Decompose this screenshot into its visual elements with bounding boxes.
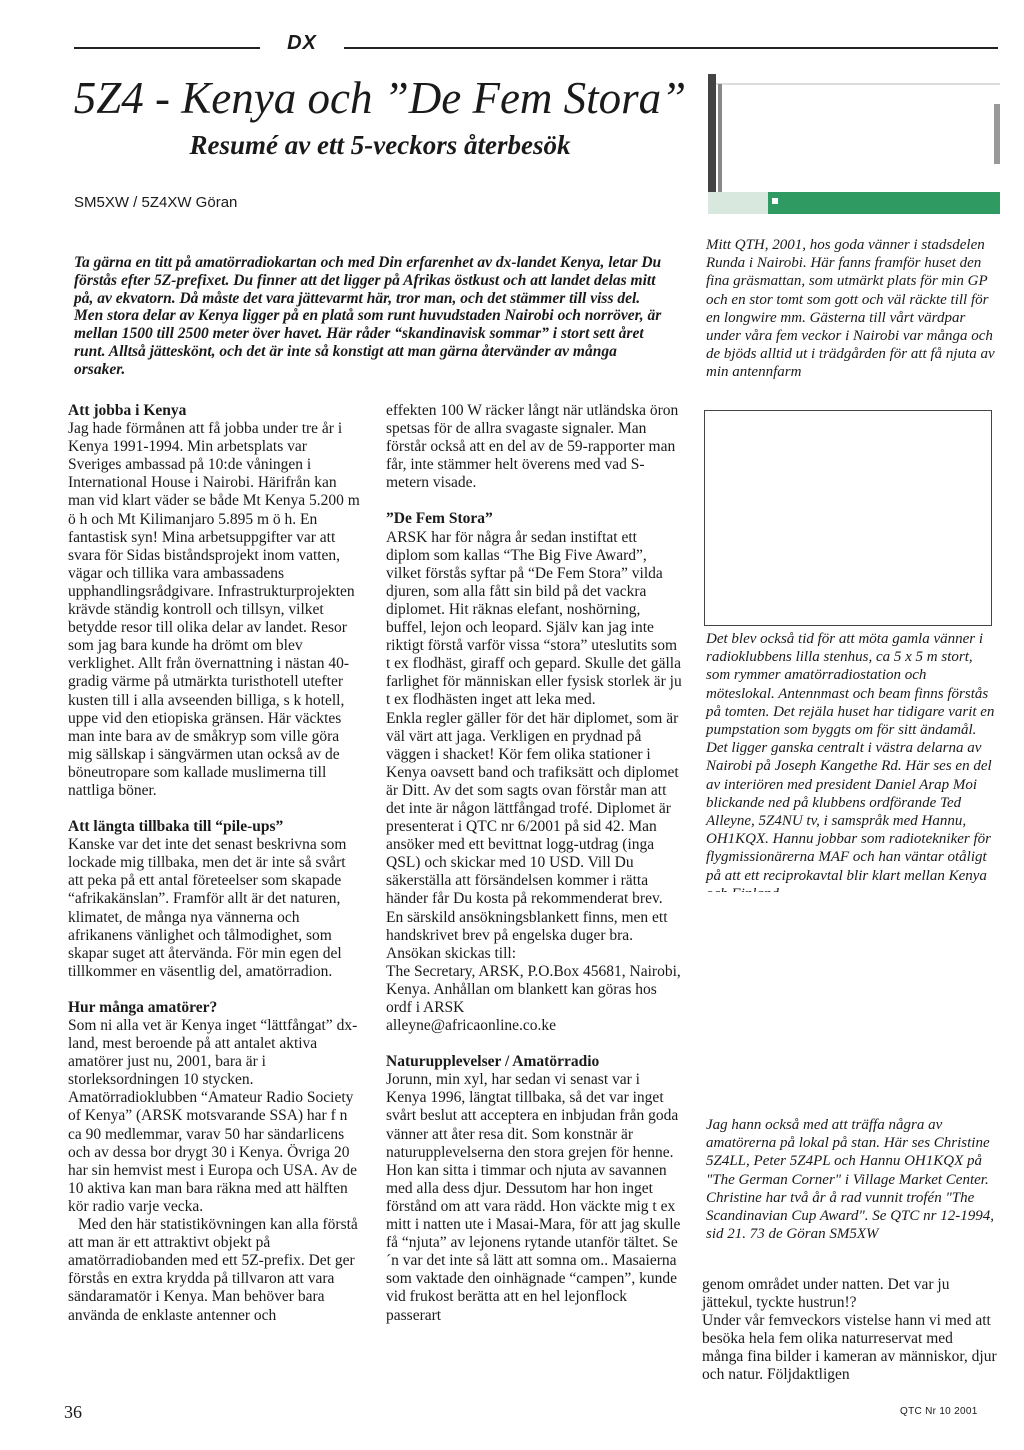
article-title: 5Z4 - Kenya och ”De Fem Stora” — [73, 73, 687, 123]
paragraph: Jorunn, min xyl, har sedan vi senast var i Kenya 1996, längtat tillbaka, så det var inget svårt beslut att acceptera en inbjudan från goda vänner att åter resa dit. Som konstnär är naturupplevelserna den stora grejen för henne. Hon kan sitta i timmar och njuta av savannen med alla dess djur. Dessutom har hon inget förstånd om att vara rädd. Hon väckte mig t ex mitt i natten ute i Masai-Mara, för att jag skulle få “njuta” av lejonens rytande utanför tältet. Se´n var det inte så lätt att somna om.. Masaierna som vaktade den oinhägnade “campen”, kunde vid frukost berätta att en hel lejonflock passerart — [386, 1071, 681, 1324]
caption-qth: Mitt QTH, 2001, hos goda vänner i stadsdelen Runda i Nairobi. Här fanns framför huset den fina gräsmattan, som utmärkt plats för min GP och en stor tomt som gott och väl räckte till för en longwire mm. Gästerna till vårt värdpar under våra fem veckor i Nairobi var många och de bjöds alltid ut i trädgården för att få njuta av min antennfarm — [706, 237, 995, 381]
article-subtitle: Resumé av ett 5-veckors återbesök — [189, 130, 571, 160]
column-1 — [68, 402, 360, 1325]
heading-how-many-amateurs: Hur många amatörer? — [68, 998, 218, 1016]
column-3-continuation — [702, 1276, 998, 1385]
page-number: 36 — [64, 1402, 82, 1422]
byline: SM5XW / 5Z4XW Göran — [74, 194, 238, 211]
header-rule-left — [74, 47, 260, 49]
paragraph: Med den här statistikövningen kan alla förstå att man är ett attraktivt objekt på amatörradiobanden med ett 5Z-prefix. Det ger förstås en extra krydda på tillvaron att vara sändaramatör i Kenya. Man behöver bara använda de enklaste antenner och — [68, 1216, 358, 1324]
paragraph: effekten 100 W räcker långt när utländska öron spetsas för de allra svagaste signaler. Man förstår också att en del av de 59-rapporter man får, inte stämmer helt överens med vad S-metern visade. — [386, 402, 679, 492]
photo-radio-club — [704, 410, 992, 626]
header-rule-right — [344, 47, 998, 49]
heading-work-in-kenya: Att jobba i Kenya — [68, 402, 187, 419]
paragraph: Kanske var det inte det senast beskrivna som lockade mig tillbaka, men det är inte så svårt att peka på ett antal företeelser som skapade “afrikakänslan”. Framför allt är det naturen, klimatet, de många nya vännerna och afrikanens vänlighet och tålmodighet, som skapar suget att återvända. För min egen del tillkommer en väsentlig del, amatörradion. — [68, 836, 347, 980]
photo-german-corner — [704, 892, 990, 1102]
issue-reference: QTC Nr 10 2001 — [900, 1406, 978, 1417]
heading-big-five: ”De Fem Stora” — [386, 510, 493, 528]
paragraph: Som ni alla vet är Kenya inget “lättfångat” dx-land, mest beroende på att antalet aktiva amatörer just nu, 2001, bara är i storleksordningen 10 stycken. Amatörradioklubben “Amateur Radio Society of Kenya” (ARSK motsvarande SSA) har f n ca 90 medlemmar, varav 50 har sändarlicens och av dessa bor drygt 30 i Kenya. Övriga 20 har sin hemvist mest i Europa och USA. Av de 10 aktiva kan man bara räkna med att hälften kör radio varje vecka. — [68, 1017, 358, 1215]
column-2 — [386, 402, 682, 1325]
paragraph: Jag hade förmånen att få jobba under tre år i Kenya 1991-1994. Min arbetsplats var Sveriges ambassad på 10:de våningen i International House i Nairobi. Härifrån kan man vid klart väder se både Mt Kenya 5.200 m ö h och Mt Kilimanjaro 5.895 m ö h. En fantastisk syn! Mina arbetsuppgifter var att svara för Sidas biståndsprojekt inom vatten, vägar och tillika vara ambassadens upphandlingsrådgivare. Infrastrukturprojekten krävde ständig kontroll och tillsyn, vilket betydde resor till olika delar av landet. Resor som jag bara kunde ha drömt om blev verklighet. Allt från övernattning i nästan 40-gradig värme på utmärkta turisthotell utefter kusten till i alla avseenden billiga, s k hotell, uppe vid den etiopiska gränsen. Här väcktes man inte bara av de småkryp som ville göra mig sällskap i sängvärmen utan också av de böneutropare som kallade muslimerna till nattliga böner. — [68, 420, 360, 799]
heading-nature-experiences: Naturupplevelser / Amatörradio — [386, 1053, 600, 1071]
caption-radio-club: Det blev också tid för att möta gamla vänner i radioklubbens lilla stenhus, ca 5 x 5 m stort, som rymmer amatörradiostation och möteslokal. Antennmast och beam finns förstås på tomten. Det rejäla huset har tidigare varit en pumpstation som byggts om för sitt ändamål. Det ligger ganska centralt i västra delarna av Nairobi på Joseph Kangethe Rd. Här ses en del av interiören med president Daniel Arap Moi blickande ned på klubbens ordförande Ted Alleyne, 5Z4NU tv, i samspråk med Hannu, OH1KQX. Hannu jobbar som radiotekniker för flygmissionärerna MAF och han väntar otåligt på att ett reciprokavtal blir klart mellan Kenya — [706, 631, 995, 884]
section-tag: DX — [287, 32, 317, 54]
paragraph: Enkla regler gäller för det här diplomet, som är väl värt att jaga. Verkligen en prydnad på väggen i shacket! Kör fem olika stationer i Kenya oavsett band och trafiksätt och diplomet är Ditt. Av det som sagts ovan förstår man att det inte är någon lättfångad trofé. Diplomet är presenterat i QTC nr 6/2001 på sid 42. Man ansöker med ett bevittnat logg-utdrag (inga QSL) och skickar med 10 USD. Vill Du säkerställa att försändelsen kommer i rätta händer får Du kosta på rekommenderat brev. En särskild ansökningsblankett finns, men ett handskrivet brev på engelska duger bra. Ansökan skickas till: — [386, 709, 679, 962]
photo-qth-garden — [708, 74, 1000, 214]
caption-german-corner: Jag hann också med att träffa några av amatörerna på lokal på stan. Här ses Christine 5Z4LL, Peter 5Z4PL och Hannu OH1KQX på "The German Corner" i Village Market Center. Christine har två år å rad vunnit trofén "The Scandinavian Cup Award". Se QTC nr 12-1994, sid 21. 73 de Göran SM5XW — [706, 1117, 994, 1243]
email-link[interactable]: alleyne@africaonline.co.ke — [386, 1017, 557, 1035]
paragraph: genom området under natten. Det var ju jättekul, tyckte hustrun!? — [702, 1276, 950, 1312]
address: The Secretary, ARSK, P.O.Box 45681, Nairobi, Kenya. Anhållan om blankett kan göras hos ordf i ARSK — [386, 962, 681, 1016]
heading-pile-ups: Att längta tillbaka till “pile-ups” — [68, 818, 284, 836]
paragraph: ARSK har för några år sedan instiftat ett diplom som kallas “The Big Five Award”, vilket förstås syftar på “De Fem Stora” vilda djuren, som alla fått sin bild på det vackra diplomet. Hit räknas elefant, noshörning, buffel, lejon och leopard. Själv kan jag inte riktigt förstå varför vissa “stora” uteslutits som t ex flodhäst, giraff och gepard. Skulle det gälla farlighet för människan eller fysisk storlek är ju t ex flodhästen inget att leka med. — [386, 528, 682, 709]
paragraph: Under vår femveckors vistelse hann vi med att besöka hela fem olika naturreservat med många fina bilder i kameran av människor, djur och natur. Följdaktligen — [702, 1312, 997, 1384]
lead-paragraph: Ta gärna en titt på amatörradiokartan och med Din erfarenhet av dx-landet Kenya, letar Du förstås efter 5Z-prefixet. Du finner att det ligger på Afrikas östkust och att landet delas mitt på, av ekvatorn. Då måste det vara jättevarmt här, tror man, och det stämmer till viss del. Men stora delar av Kenya ligger på en platå som runt huvudstaden Nairobi och norröver, är mellan 1500 till 2500 meter över havet. Här råder “skandinavisk sommar” i stort sett året runt. Alltså jätteskönt, och det är inte så konstigt att man gärna återvänder av många orsaker. — [74, 254, 662, 378]
